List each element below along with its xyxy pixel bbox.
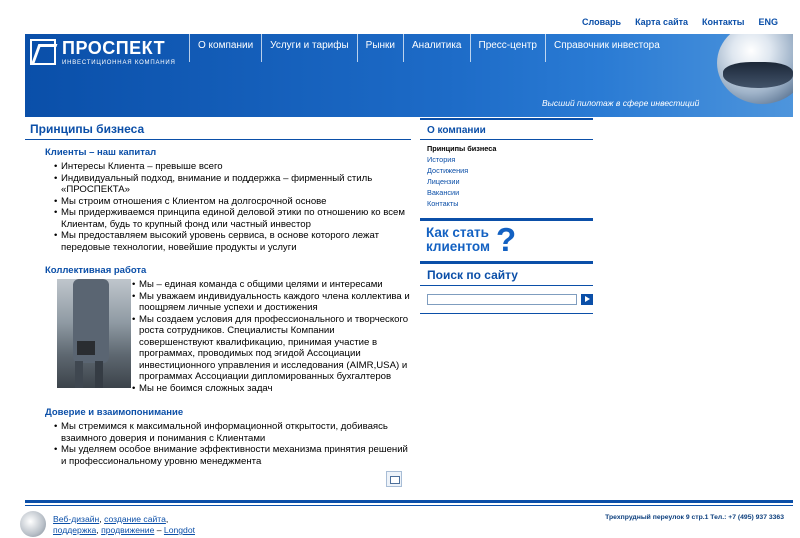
nav-services[interactable]: Услуги и тарифы bbox=[261, 34, 357, 62]
nav-investor-guide[interactable]: Справочник инвестора bbox=[545, 34, 668, 62]
footer-link-support[interactable]: поддержка bbox=[53, 525, 97, 535]
sidebar-item-vacancies[interactable]: Вакансии bbox=[427, 187, 460, 197]
businessman-photo bbox=[57, 279, 131, 388]
sidebar-item-history[interactable]: История bbox=[427, 154, 456, 164]
site-logo[interactable] bbox=[30, 38, 180, 68]
longdot-logo-icon[interactable] bbox=[20, 511, 46, 537]
pilot-helmet-image bbox=[717, 34, 793, 104]
list-item: • Мы строим отношения с Клиентом на долгосрочной основе bbox=[55, 196, 411, 208]
footer-address: Трехпрудный переулок 9 стр.1 Тел.: +7 (495) 937 3363 bbox=[605, 514, 784, 521]
main-content bbox=[25, 118, 411, 467]
top-links bbox=[582, 17, 778, 27]
nav-about[interactable]: О компании bbox=[189, 34, 261, 62]
top-link-sitemap[interactable]: Карта сайта bbox=[635, 17, 689, 27]
sidebar-heading: О компании bbox=[420, 118, 593, 140]
footer-credits: Веб-дизайн, создание сайта, поддержка, продвижение – Longdot bbox=[53, 514, 195, 535]
sidebar-links bbox=[420, 140, 593, 209]
sidebar-item-licenses[interactable]: Лицензии bbox=[427, 176, 460, 186]
list-item: • Мы уважаем индивидуальность каждого члена коллектива и поощряем личные успехи и достижения bbox=[133, 291, 411, 314]
print-icon[interactable] bbox=[386, 471, 402, 487]
promo-line-2: клиентом bbox=[426, 239, 490, 255]
list-item: • Мы не боимся сложных задач bbox=[133, 383, 411, 395]
list-item: • Мы стремимся к максимальной информационной открытости, добиваясь взаимного доверия и понимания с Клиентами bbox=[55, 421, 411, 444]
clients-list bbox=[55, 161, 411, 253]
teamwork-list bbox=[133, 279, 411, 394]
list-item: • Мы создаем условия для профессионального и творческого роста сотрудников. Специалисты Компании совершенствуют квалификацию, принимая участие в программах, проводимых под эгидой Ассоциации инвестиционного управления и исследования (AIMR,USA) и программах Ассоциации дипломированных бухгалтеров bbox=[133, 314, 411, 383]
main-nav bbox=[189, 34, 668, 72]
section-title-teamwork: Коллективная работа bbox=[45, 265, 147, 276]
sidebar-item-achievements[interactable]: Достижения bbox=[427, 165, 469, 175]
list-item: • Мы уделяем особое внимание эффективности механизма принятия решений и профессиональному уровню менеджмента bbox=[55, 444, 411, 467]
footer-divider bbox=[25, 500, 793, 503]
sidebar-item-contacts[interactable]: Контакты bbox=[427, 198, 459, 208]
top-link-eng[interactable]: ENG bbox=[758, 17, 778, 27]
sidebar bbox=[420, 118, 593, 314]
header-banner bbox=[25, 34, 793, 117]
page-title: Принципы бизнеса bbox=[25, 118, 411, 140]
section-title-clients: Клиенты – наш капитал bbox=[45, 147, 157, 158]
become-client-banner[interactable] bbox=[420, 218, 593, 261]
teamwork-block bbox=[25, 279, 411, 394]
header-slogan: Высший пилотаж в сфере инвестиций bbox=[542, 98, 700, 108]
footer-divider-thin bbox=[25, 505, 793, 506]
top-link-contacts[interactable]: Контакты bbox=[702, 17, 745, 27]
section-title-trust: Доверие и взаимопонимание bbox=[45, 407, 184, 418]
list-item: • Мы придерживаемся принципа единой деловой этики по отношению ко всем Клиентам, будь то крупный фонд или частный инвестор bbox=[55, 207, 411, 230]
list-item: • Мы – единая команда с общими целями и интересами bbox=[133, 279, 411, 291]
search-submit-button[interactable] bbox=[581, 294, 593, 305]
list-item: • Мы предоставляем высокий уровень сервиса, в основе которого лежат передовые технологии, новейшие продукты и услуги bbox=[55, 230, 411, 253]
footer-link-webdesign[interactable]: Веб-дизайн bbox=[53, 514, 100, 524]
question-mark-icon: ? bbox=[496, 221, 517, 259]
trust-list bbox=[55, 421, 411, 467]
logo-name: ПРОСПЕКТ bbox=[62, 38, 166, 58]
footer-link-longdot[interactable]: Longdot bbox=[163, 525, 195, 535]
search-heading: Поиск по сайту bbox=[420, 261, 593, 286]
nav-press[interactable]: Пресс-центр bbox=[470, 34, 545, 62]
logo-mark-icon bbox=[30, 39, 56, 65]
become-client-text bbox=[426, 226, 490, 254]
list-item: • Интересы Клиента – превыше всего bbox=[55, 161, 411, 173]
search-input[interactable] bbox=[427, 294, 577, 305]
top-link-dictionary[interactable]: Словарь bbox=[582, 17, 622, 27]
nav-analytics[interactable]: Аналитика bbox=[403, 34, 470, 62]
footer-dash: – bbox=[156, 525, 162, 535]
nav-markets[interactable]: Рынки bbox=[357, 34, 403, 62]
search-box bbox=[420, 286, 593, 314]
logo-subtitle: ИНВЕСТИЦИОННАЯ КОМПАНИЯ bbox=[62, 60, 176, 66]
list-item: • Индивидуальный подход, внимание и поддержка – фирменный стиль «ПРОСПЕКТА» bbox=[55, 173, 411, 196]
footer-link-promotion[interactable]: продвижение bbox=[101, 525, 155, 535]
sidebar-item-principles[interactable]: Принципы бизнеса bbox=[427, 144, 497, 153]
promo-line-1: Как стать bbox=[426, 225, 489, 241]
footer-link-site-creation[interactable]: создание сайта bbox=[104, 514, 166, 524]
